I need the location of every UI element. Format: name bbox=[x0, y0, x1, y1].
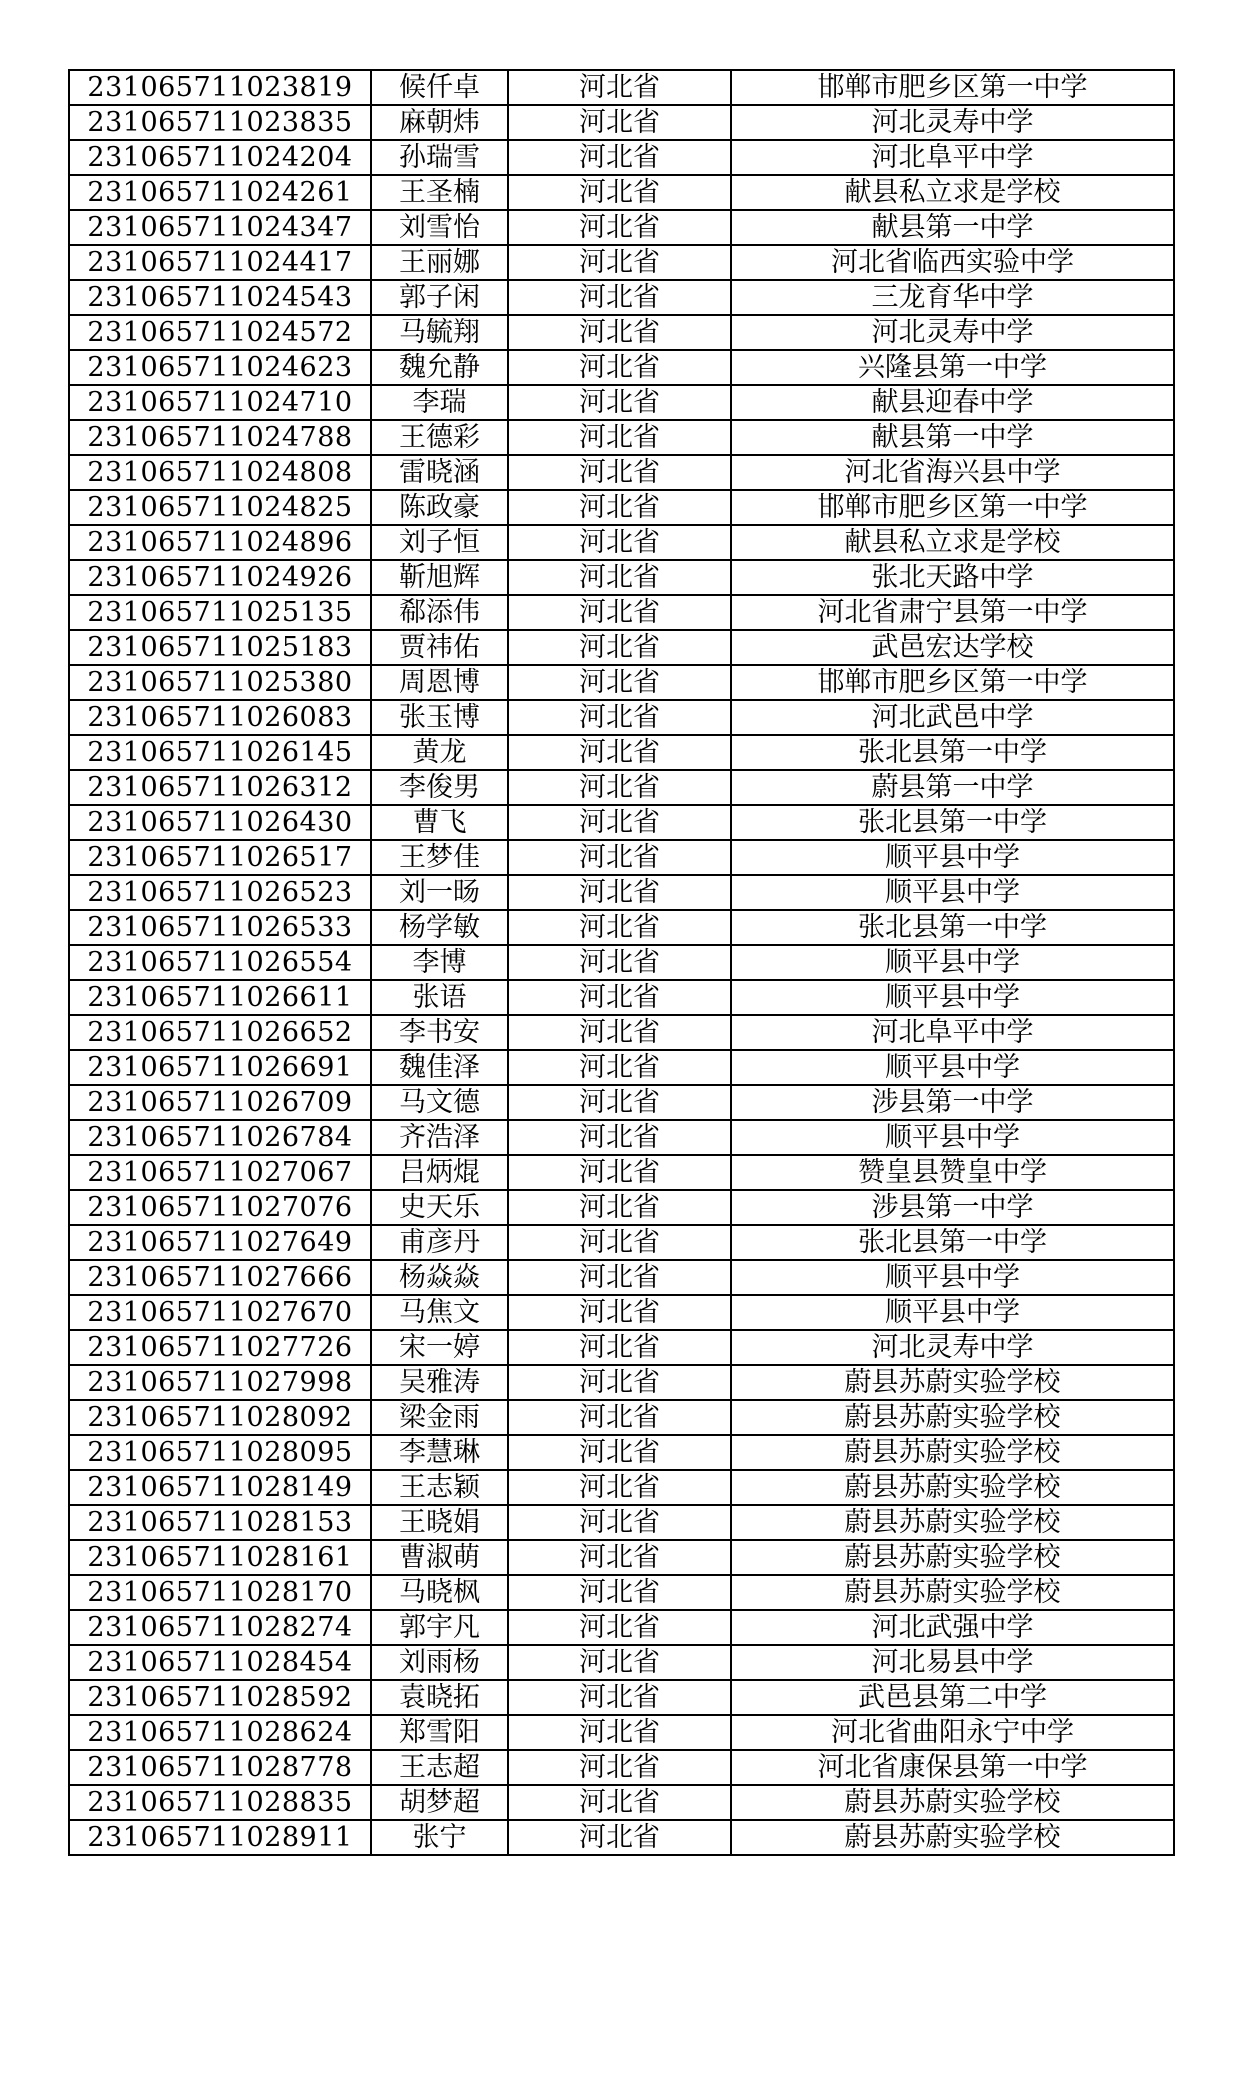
cell-province: 河北省 bbox=[508, 770, 731, 805]
cell-candidate-number: 231065711027726 bbox=[69, 1330, 371, 1365]
cell-candidate-number: 231065711026312 bbox=[69, 770, 371, 805]
cell-school: 蔚县苏蔚实验学校 bbox=[731, 1820, 1174, 1855]
cell-student-name: 郭宇凡 bbox=[371, 1610, 508, 1645]
cell-candidate-number: 231065711026554 bbox=[69, 945, 371, 980]
cell-student-name: 刘雪怡 bbox=[371, 210, 508, 245]
cell-candidate-number: 231065711023835 bbox=[69, 105, 371, 140]
cell-school: 河北省海兴县中学 bbox=[731, 455, 1174, 490]
cell-province: 河北省 bbox=[508, 1120, 731, 1155]
table-row bbox=[69, 315, 1174, 350]
cell-school: 蔚县苏蔚实验学校 bbox=[731, 1470, 1174, 1505]
cell-province: 河北省 bbox=[508, 1575, 731, 1610]
cell-candidate-number: 231065711026652 bbox=[69, 1015, 371, 1050]
cell-candidate-number: 231065711026611 bbox=[69, 980, 371, 1015]
cell-school: 蔚县苏蔚实验学校 bbox=[731, 1575, 1174, 1610]
cell-student-name: 李慧琳 bbox=[371, 1435, 508, 1470]
cell-school: 顺平县中学 bbox=[731, 1295, 1174, 1330]
table-row bbox=[69, 1400, 1174, 1435]
cell-candidate-number: 231065711024710 bbox=[69, 385, 371, 420]
cell-candidate-number: 231065711026523 bbox=[69, 875, 371, 910]
table-row bbox=[69, 1575, 1174, 1610]
cell-school: 赞皇县赞皇中学 bbox=[731, 1155, 1174, 1190]
cell-student-name: 周恩博 bbox=[371, 665, 508, 700]
cell-province: 河北省 bbox=[508, 595, 731, 630]
cell-province: 河北省 bbox=[508, 490, 731, 525]
cell-province: 河北省 bbox=[508, 1540, 731, 1575]
cell-school: 河北阜平中学 bbox=[731, 140, 1174, 175]
table-row bbox=[69, 1365, 1174, 1400]
table-row bbox=[69, 140, 1174, 175]
cell-province: 河北省 bbox=[508, 455, 731, 490]
table-row bbox=[69, 1155, 1174, 1190]
cell-school: 献县第一中学 bbox=[731, 420, 1174, 455]
cell-candidate-number: 231065711028592 bbox=[69, 1680, 371, 1715]
table-row bbox=[69, 980, 1174, 1015]
table-row bbox=[69, 420, 1174, 455]
cell-candidate-number: 231065711026533 bbox=[69, 910, 371, 945]
cell-candidate-number: 231065711028095 bbox=[69, 1435, 371, 1470]
cell-school: 邯郸市肥乡区第一中学 bbox=[731, 665, 1174, 700]
cell-candidate-number: 231065711026709 bbox=[69, 1085, 371, 1120]
table-row bbox=[69, 910, 1174, 945]
cell-province: 河北省 bbox=[508, 1365, 731, 1400]
cell-province: 河北省 bbox=[508, 1295, 731, 1330]
table-row bbox=[69, 1715, 1174, 1750]
table-row bbox=[69, 875, 1174, 910]
cell-student-name: 王德彩 bbox=[371, 420, 508, 455]
cell-province: 河北省 bbox=[508, 840, 731, 875]
cell-candidate-number: 231065711023819 bbox=[69, 70, 371, 105]
cell-candidate-number: 231065711024926 bbox=[69, 560, 371, 595]
table-row bbox=[69, 700, 1174, 735]
cell-candidate-number: 231065711024572 bbox=[69, 315, 371, 350]
cell-school: 武邑宏达学校 bbox=[731, 630, 1174, 665]
cell-province: 河北省 bbox=[508, 805, 731, 840]
table-row bbox=[69, 560, 1174, 595]
cell-candidate-number: 231065711028274 bbox=[69, 1610, 371, 1645]
cell-candidate-number: 231065711024347 bbox=[69, 210, 371, 245]
cell-province: 河北省 bbox=[508, 1330, 731, 1365]
cell-student-name: 黄龙 bbox=[371, 735, 508, 770]
cell-school: 河北阜平中学 bbox=[731, 1015, 1174, 1050]
table-row bbox=[69, 1750, 1174, 1785]
cell-province: 河北省 bbox=[508, 1505, 731, 1540]
cell-province: 河北省 bbox=[508, 525, 731, 560]
cell-province: 河北省 bbox=[508, 665, 731, 700]
cell-province: 河北省 bbox=[508, 1820, 731, 1855]
cell-school: 蔚县第一中学 bbox=[731, 770, 1174, 805]
cell-school: 张北县第一中学 bbox=[731, 735, 1174, 770]
cell-candidate-number: 231065711028835 bbox=[69, 1785, 371, 1820]
cell-student-name: 胡梦超 bbox=[371, 1785, 508, 1820]
cell-school: 涉县第一中学 bbox=[731, 1085, 1174, 1120]
table-row bbox=[69, 1505, 1174, 1540]
cell-school: 顺平县中学 bbox=[731, 1050, 1174, 1085]
cell-province: 河北省 bbox=[508, 1750, 731, 1785]
cell-student-name: 吴雅涛 bbox=[371, 1365, 508, 1400]
table-row bbox=[69, 280, 1174, 315]
cell-student-name: 郭子闲 bbox=[371, 280, 508, 315]
table-row bbox=[69, 735, 1174, 770]
cell-province: 河北省 bbox=[508, 560, 731, 595]
cell-candidate-number: 231065711026083 bbox=[69, 700, 371, 735]
cell-student-name: 刘一旸 bbox=[371, 875, 508, 910]
cell-school: 涉县第一中学 bbox=[731, 1190, 1174, 1225]
cell-province: 河北省 bbox=[508, 1260, 731, 1295]
cell-candidate-number: 231065711027067 bbox=[69, 1155, 371, 1190]
cell-candidate-number: 231065711028170 bbox=[69, 1575, 371, 1610]
table-row bbox=[69, 210, 1174, 245]
cell-candidate-number: 231065711027670 bbox=[69, 1295, 371, 1330]
cell-candidate-number: 231065711028161 bbox=[69, 1540, 371, 1575]
cell-student-name: 史天乐 bbox=[371, 1190, 508, 1225]
table-body bbox=[69, 70, 1174, 1855]
table-row bbox=[69, 1330, 1174, 1365]
cell-province: 河北省 bbox=[508, 70, 731, 105]
cell-province: 河北省 bbox=[508, 735, 731, 770]
cell-student-name: 王晓娟 bbox=[371, 1505, 508, 1540]
cell-student-name: 张语 bbox=[371, 980, 508, 1015]
cell-candidate-number: 231065711024204 bbox=[69, 140, 371, 175]
cell-school: 献县迎春中学 bbox=[731, 385, 1174, 420]
cell-school: 河北武强中学 bbox=[731, 1610, 1174, 1645]
cell-candidate-number: 231065711028454 bbox=[69, 1645, 371, 1680]
cell-candidate-number: 231065711024261 bbox=[69, 175, 371, 210]
cell-student-name: 靳旭辉 bbox=[371, 560, 508, 595]
cell-school: 河北省康保县第一中学 bbox=[731, 1750, 1174, 1785]
cell-province: 河北省 bbox=[508, 980, 731, 1015]
table-row bbox=[69, 490, 1174, 525]
table-row bbox=[69, 1820, 1174, 1855]
cell-school: 河北易县中学 bbox=[731, 1645, 1174, 1680]
cell-province: 河北省 bbox=[508, 910, 731, 945]
table-row bbox=[69, 1190, 1174, 1225]
cell-student-name: 雷晓涵 bbox=[371, 455, 508, 490]
cell-province: 河北省 bbox=[508, 1785, 731, 1820]
cell-student-name: 王圣楠 bbox=[371, 175, 508, 210]
table-row bbox=[69, 840, 1174, 875]
cell-student-name: 王志超 bbox=[371, 1750, 508, 1785]
cell-province: 河北省 bbox=[508, 1225, 731, 1260]
cell-candidate-number: 231065711025183 bbox=[69, 630, 371, 665]
cell-province: 河北省 bbox=[508, 105, 731, 140]
cell-province: 河北省 bbox=[508, 1435, 731, 1470]
cell-student-name: 齐浩泽 bbox=[371, 1120, 508, 1155]
cell-student-name: 王丽娜 bbox=[371, 245, 508, 280]
cell-student-name: 宋一婷 bbox=[371, 1330, 508, 1365]
cell-province: 河北省 bbox=[508, 210, 731, 245]
table-row bbox=[69, 630, 1174, 665]
cell-school: 蔚县苏蔚实验学校 bbox=[731, 1365, 1174, 1400]
table-row bbox=[69, 525, 1174, 560]
cell-student-name: 李博 bbox=[371, 945, 508, 980]
cell-candidate-number: 231065711025135 bbox=[69, 595, 371, 630]
cell-student-name: 张玉博 bbox=[371, 700, 508, 735]
cell-province: 河北省 bbox=[508, 315, 731, 350]
cell-student-name: 吕炳焜 bbox=[371, 1155, 508, 1190]
cell-candidate-number: 231065711024825 bbox=[69, 490, 371, 525]
cell-province: 河北省 bbox=[508, 700, 731, 735]
cell-student-name: 魏允静 bbox=[371, 350, 508, 385]
table-row bbox=[69, 1610, 1174, 1645]
cell-province: 河北省 bbox=[508, 875, 731, 910]
cell-school: 顺平县中学 bbox=[731, 875, 1174, 910]
cell-candidate-number: 231065711026691 bbox=[69, 1050, 371, 1085]
cell-student-name: 曹飞 bbox=[371, 805, 508, 840]
table-row bbox=[69, 665, 1174, 700]
cell-candidate-number: 231065711027076 bbox=[69, 1190, 371, 1225]
cell-student-name: 李瑞 bbox=[371, 385, 508, 420]
cell-student-name: 刘子恒 bbox=[371, 525, 508, 560]
cell-student-name: 王梦佳 bbox=[371, 840, 508, 875]
cell-student-name: 贾祎佑 bbox=[371, 630, 508, 665]
table-row bbox=[69, 385, 1174, 420]
cell-province: 河北省 bbox=[508, 350, 731, 385]
cell-province: 河北省 bbox=[508, 1155, 731, 1190]
cell-school: 顺平县中学 bbox=[731, 1260, 1174, 1295]
cell-school: 邯郸市肥乡区第一中学 bbox=[731, 490, 1174, 525]
cell-student-name: 刘雨杨 bbox=[371, 1645, 508, 1680]
cell-candidate-number: 231065711027649 bbox=[69, 1225, 371, 1260]
cell-candidate-number: 231065711026517 bbox=[69, 840, 371, 875]
cell-candidate-number: 231065711024417 bbox=[69, 245, 371, 280]
cell-province: 河北省 bbox=[508, 1645, 731, 1680]
cell-province: 河北省 bbox=[508, 1050, 731, 1085]
cell-student-name: 孙瑞雪 bbox=[371, 140, 508, 175]
table-row bbox=[69, 245, 1174, 280]
cell-school: 河北省曲阳永宁中学 bbox=[731, 1715, 1174, 1750]
cell-school: 蔚县苏蔚实验学校 bbox=[731, 1400, 1174, 1435]
cell-student-name: 曹淑萌 bbox=[371, 1540, 508, 1575]
cell-student-name: 麻朝炜 bbox=[371, 105, 508, 140]
cell-candidate-number: 231065711028092 bbox=[69, 1400, 371, 1435]
table-row bbox=[69, 595, 1174, 630]
cell-province: 河北省 bbox=[508, 245, 731, 280]
cell-school: 河北省肃宁县第一中学 bbox=[731, 595, 1174, 630]
cell-candidate-number: 231065711027666 bbox=[69, 1260, 371, 1295]
cell-school: 蔚县苏蔚实验学校 bbox=[731, 1505, 1174, 1540]
cell-candidate-number: 231065711026784 bbox=[69, 1120, 371, 1155]
cell-province: 河北省 bbox=[508, 1400, 731, 1435]
cell-candidate-number: 231065711026430 bbox=[69, 805, 371, 840]
cell-school: 蔚县苏蔚实验学校 bbox=[731, 1540, 1174, 1575]
student-list-table bbox=[68, 69, 1175, 1856]
table-row bbox=[69, 175, 1174, 210]
cell-province: 河北省 bbox=[508, 1610, 731, 1645]
cell-school: 三龙育华中学 bbox=[731, 280, 1174, 315]
cell-school: 张北县第一中学 bbox=[731, 805, 1174, 840]
cell-student-name: 张宁 bbox=[371, 1820, 508, 1855]
cell-student-name: 郑雪阳 bbox=[371, 1715, 508, 1750]
cell-student-name: 李书安 bbox=[371, 1015, 508, 1050]
cell-province: 河北省 bbox=[508, 1470, 731, 1505]
cell-student-name: 候仟卓 bbox=[371, 70, 508, 105]
table-row bbox=[69, 770, 1174, 805]
cell-candidate-number: 231065711028149 bbox=[69, 1470, 371, 1505]
table-row bbox=[69, 1680, 1174, 1715]
table-row bbox=[69, 455, 1174, 490]
cell-student-name: 陈政豪 bbox=[371, 490, 508, 525]
table-row bbox=[69, 1540, 1174, 1575]
table-row bbox=[69, 1050, 1174, 1085]
cell-candidate-number: 231065711028911 bbox=[69, 1820, 371, 1855]
cell-candidate-number: 231065711024788 bbox=[69, 420, 371, 455]
table-row bbox=[69, 1120, 1174, 1155]
cell-student-name: 李俊男 bbox=[371, 770, 508, 805]
cell-student-name: 马晓枫 bbox=[371, 1575, 508, 1610]
cell-school: 河北灵寿中学 bbox=[731, 1330, 1174, 1365]
table-row bbox=[69, 70, 1174, 105]
table-row bbox=[69, 1015, 1174, 1050]
cell-school: 顺平县中学 bbox=[731, 980, 1174, 1015]
cell-student-name: 马毓翔 bbox=[371, 315, 508, 350]
cell-school: 蔚县苏蔚实验学校 bbox=[731, 1435, 1174, 1470]
cell-province: 河北省 bbox=[508, 420, 731, 455]
cell-province: 河北省 bbox=[508, 1190, 731, 1225]
cell-candidate-number: 231065711026145 bbox=[69, 735, 371, 770]
cell-school: 兴隆县第一中学 bbox=[731, 350, 1174, 385]
cell-school: 张北县第一中学 bbox=[731, 910, 1174, 945]
table-row bbox=[69, 1085, 1174, 1120]
cell-province: 河北省 bbox=[508, 945, 731, 980]
table-row bbox=[69, 1645, 1174, 1680]
table-row bbox=[69, 105, 1174, 140]
table-row bbox=[69, 1225, 1174, 1260]
cell-province: 河北省 bbox=[508, 385, 731, 420]
table-row bbox=[69, 805, 1174, 840]
cell-student-name: 马焦文 bbox=[371, 1295, 508, 1330]
cell-school: 蔚县苏蔚实验学校 bbox=[731, 1785, 1174, 1820]
cell-province: 河北省 bbox=[508, 1015, 731, 1050]
cell-candidate-number: 231065711028624 bbox=[69, 1715, 371, 1750]
cell-candidate-number: 231065711025380 bbox=[69, 665, 371, 700]
cell-school: 河北灵寿中学 bbox=[731, 315, 1174, 350]
cell-candidate-number: 231065711024896 bbox=[69, 525, 371, 560]
table-row bbox=[69, 945, 1174, 980]
table-row bbox=[69, 350, 1174, 385]
cell-school: 河北省临西实验中学 bbox=[731, 245, 1174, 280]
cell-province: 河北省 bbox=[508, 1085, 731, 1120]
cell-candidate-number: 231065711024623 bbox=[69, 350, 371, 385]
table-row bbox=[69, 1785, 1174, 1820]
cell-student-name: 魏佳泽 bbox=[371, 1050, 508, 1085]
cell-candidate-number: 231065711028778 bbox=[69, 1750, 371, 1785]
cell-school: 武邑县第二中学 bbox=[731, 1680, 1174, 1715]
cell-province: 河北省 bbox=[508, 175, 731, 210]
cell-province: 河北省 bbox=[508, 280, 731, 315]
cell-school: 献县私立求是学校 bbox=[731, 175, 1174, 210]
cell-school: 河北武邑中学 bbox=[731, 700, 1174, 735]
cell-school: 献县私立求是学校 bbox=[731, 525, 1174, 560]
cell-student-name: 郗添伟 bbox=[371, 595, 508, 630]
cell-candidate-number: 231065711028153 bbox=[69, 1505, 371, 1540]
cell-school: 顺平县中学 bbox=[731, 1120, 1174, 1155]
cell-student-name: 王志颖 bbox=[371, 1470, 508, 1505]
cell-school: 顺平县中学 bbox=[731, 840, 1174, 875]
table-row bbox=[69, 1435, 1174, 1470]
cell-school: 献县第一中学 bbox=[731, 210, 1174, 245]
cell-school: 张北天路中学 bbox=[731, 560, 1174, 595]
cell-school: 张北县第一中学 bbox=[731, 1225, 1174, 1260]
cell-student-name: 甫彦丹 bbox=[371, 1225, 508, 1260]
cell-student-name: 杨焱焱 bbox=[371, 1260, 508, 1295]
cell-candidate-number: 231065711027998 bbox=[69, 1365, 371, 1400]
table-row bbox=[69, 1470, 1174, 1505]
cell-student-name: 袁晓拓 bbox=[371, 1680, 508, 1715]
cell-province: 河北省 bbox=[508, 1715, 731, 1750]
cell-student-name: 马文德 bbox=[371, 1085, 508, 1120]
cell-student-name: 梁金雨 bbox=[371, 1400, 508, 1435]
cell-province: 河北省 bbox=[508, 1680, 731, 1715]
cell-school: 邯郸市肥乡区第一中学 bbox=[731, 70, 1174, 105]
cell-school: 河北灵寿中学 bbox=[731, 105, 1174, 140]
cell-province: 河北省 bbox=[508, 140, 731, 175]
cell-candidate-number: 231065711024543 bbox=[69, 280, 371, 315]
cell-school: 顺平县中学 bbox=[731, 945, 1174, 980]
cell-candidate-number: 231065711024808 bbox=[69, 455, 371, 490]
cell-student-name: 杨学敏 bbox=[371, 910, 508, 945]
table-row bbox=[69, 1260, 1174, 1295]
table-row bbox=[69, 1295, 1174, 1330]
cell-province: 河北省 bbox=[508, 630, 731, 665]
